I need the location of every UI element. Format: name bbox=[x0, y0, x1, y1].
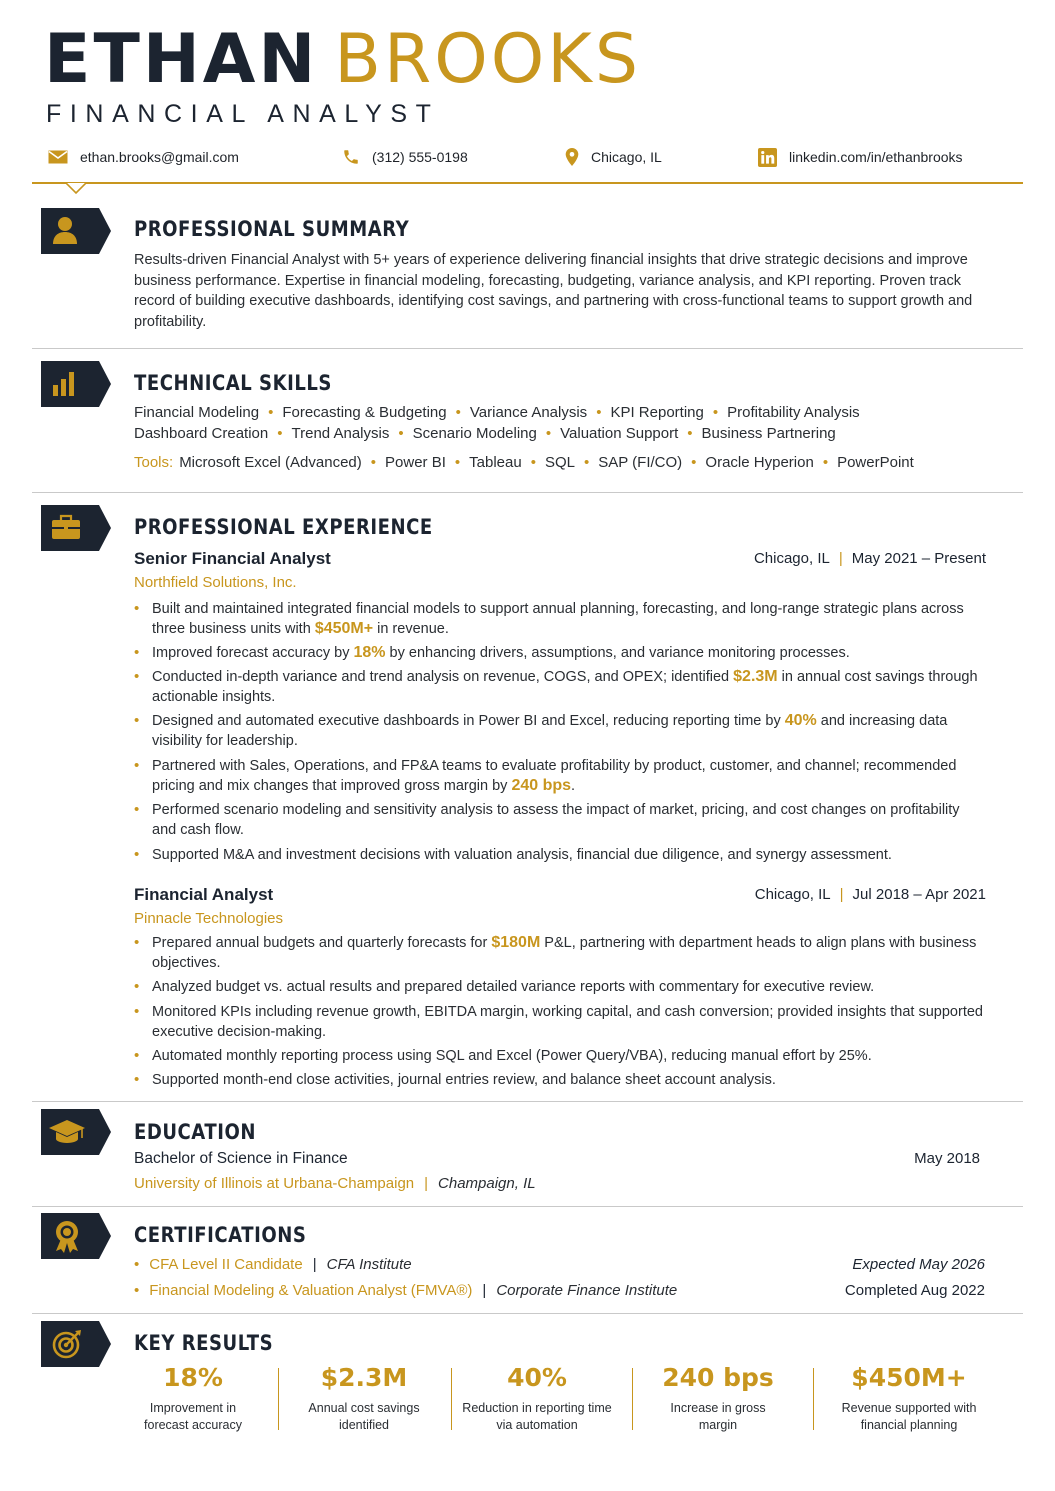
list-item: • Analyzed budget vs. actual results and prepared detailed variance reports with commentary for executive review. bbox=[134, 977, 984, 997]
job-title: Financial Analyst bbox=[134, 885, 274, 904]
user-icon bbox=[41, 208, 111, 254]
summary-text: Results-driven Financial Analyst with 5+ years of experience delivering financial insights that drive strategic decisions and improve business performance. Expertise in financial modeling, forecasting, budgeting, variance analysis, and KPI reporting. Proven track record of building executive dashboards, identifying cost savings, and partnering with cross-functional teams to support growth and profitability. bbox=[134, 252, 973, 330]
tools-label: Tools: bbox=[134, 454, 174, 471]
candidate-name bbox=[44, 22, 641, 98]
key-result-divider bbox=[632, 1368, 633, 1430]
job-bullet-list bbox=[134, 599, 984, 865]
certification-date: Completed Aug 2022 bbox=[844, 1282, 985, 1299]
envelope-icon bbox=[48, 150, 68, 164]
key-result-label: Increase in gross margin bbox=[670, 1401, 766, 1432]
section-divider bbox=[32, 1101, 1023, 1102]
briefcase-icon bbox=[41, 505, 111, 551]
certification-name: Financial Modeling & Valuation Analyst (FMVA®) bbox=[149, 1282, 473, 1299]
tool-item: Microsoft Excel (Advanced) bbox=[179, 454, 362, 471]
certification-date: Expected May 2026 bbox=[852, 1256, 985, 1273]
contact-location bbox=[565, 146, 662, 168]
job-location: Chicago, IL bbox=[754, 886, 831, 903]
job-meta: Chicago, IL | Jul 2018 – Apr 2021 bbox=[754, 886, 986, 903]
skills-row-1: Financial Modeling • Forecasting & Budgeting • Variance Analysis • KPI Reporting • Profitability Analysis bbox=[134, 404, 860, 421]
school-name: University of Illinois at Urbana-Champaign bbox=[134, 1175, 415, 1192]
summary-section-title: PROFESSIONAL SUMMARY bbox=[134, 217, 410, 241]
list-item: • Automated monthly reporting process using SQL and Excel (Power Query/VBA), reducing manual effort by 25%. bbox=[134, 1046, 984, 1066]
degree: Bachelor of Science in Finance bbox=[134, 1150, 348, 1167]
key-result-value: 18% bbox=[163, 1363, 223, 1392]
skill-item: Business Partnering bbox=[701, 425, 836, 442]
last-name: BROOKS bbox=[334, 20, 641, 99]
list-item: • Improved forecast accuracy by 18% by enhancing drivers, assumptions, and variance monitoring processes. bbox=[134, 643, 984, 663]
school-location: Champaign, IL bbox=[438, 1175, 536, 1192]
job-role-title: FINANCIAL ANALYST bbox=[46, 100, 440, 128]
tool-item: SAP (FI/CO) bbox=[598, 454, 683, 471]
company-name: Pinnacle Technologies bbox=[134, 910, 283, 927]
key-result-label: Improvement in forecast accuracy bbox=[144, 1401, 242, 1432]
key-result-divider bbox=[813, 1368, 814, 1430]
phone-icon bbox=[342, 148, 360, 166]
skill-item: Scenario Modeling bbox=[412, 425, 537, 442]
list-item: • Conducted in-depth variance and trend analysis on revenue, COGS, and OPEX; identified $2.3M in annual cost savings through actionable insights. bbox=[134, 667, 984, 707]
list-item: • Supported month-end close activities, journal entries review, and balance sheet account analysis. bbox=[134, 1070, 984, 1090]
certification-issuer: CFA Institute bbox=[326, 1256, 412, 1273]
target-icon bbox=[41, 1321, 111, 1367]
key-result-value: $450M+ bbox=[851, 1363, 967, 1392]
list-item: • Prepared annual budgets and quarterly forecasts for $180M P&L, partnering with department heads to align plans with business objectives. bbox=[134, 933, 984, 973]
list-item: • Designed and automated executive dashboards in Power BI and Excel, reducing reporting time by 40% and increasing data visibility for leadership. bbox=[134, 711, 984, 751]
skills-section-title: TECHNICAL SKILLS bbox=[134, 371, 332, 395]
skill-item: KPI Reporting bbox=[610, 404, 704, 421]
list-item: • Performed scenario modeling and sensitivity analysis to assess the impact of market, pricing, and cost changes on profitability and cash flow. bbox=[134, 800, 984, 840]
job-dates: Jul 2018 – Apr 2021 bbox=[852, 886, 986, 903]
key-results-section-title: KEY RESULTS bbox=[134, 1331, 274, 1355]
job-meta: Chicago, IL | May 2021 – Present bbox=[753, 550, 986, 567]
education-section-title: EDUCATION bbox=[134, 1120, 256, 1144]
skill-item: Profitability Analysis bbox=[727, 404, 860, 421]
job-location: Chicago, IL bbox=[753, 550, 830, 567]
contact-email[interactable] bbox=[48, 146, 239, 168]
key-result-divider bbox=[278, 1368, 279, 1430]
location-pin-icon bbox=[565, 148, 579, 166]
certifications-section-title: CERTIFICATIONS bbox=[134, 1223, 307, 1247]
key-result-value: 240 bps bbox=[662, 1363, 774, 1392]
section-divider bbox=[32, 492, 1023, 493]
certification-item: • Financial Modeling & Valuation Analyst (FMVA®) | Corporate Finance Institute bbox=[134, 1282, 678, 1299]
award-ribbon-icon bbox=[41, 1213, 111, 1259]
linkedin-icon bbox=[758, 148, 777, 167]
bar-chart-icon bbox=[41, 361, 111, 407]
tool-item: Tableau bbox=[469, 454, 522, 471]
skill-item: Variance Analysis bbox=[469, 404, 588, 421]
skill-item: Trend Analysis bbox=[291, 425, 390, 442]
certification-item: • CFA Level II Candidate | CFA Institute bbox=[134, 1256, 412, 1273]
list-item: • Partnered with Sales, Operations, and FP&A teams to evaluate profitability by product, customer, and channel; recommended pricing and mix changes that improved gross margin by 240 bps. bbox=[134, 756, 984, 796]
key-result-card bbox=[653, 1362, 783, 1434]
contact-linkedin[interactable] bbox=[758, 146, 963, 168]
tool-item: PowerPoint bbox=[837, 454, 914, 471]
key-result-value: $2.3M bbox=[320, 1363, 408, 1392]
email-text: ethan.brooks@gmail.com bbox=[80, 149, 239, 165]
job-bullet-list bbox=[134, 933, 984, 1090]
key-result-label: Reduction in reporting time via automation bbox=[462, 1401, 612, 1432]
list-item: • Built and maintained integrated financial models to support annual planning, forecasting, and long-range strategic plans across three business units with $450M+ in revenue. bbox=[134, 599, 984, 639]
location-text: Chicago, IL bbox=[591, 149, 662, 165]
key-result-card bbox=[298, 1362, 430, 1434]
school-line: University of Illinois at Urbana-Champaign | Champaign, IL bbox=[134, 1175, 536, 1192]
certification-name: CFA Level II Candidate bbox=[149, 1256, 303, 1273]
key-result-card bbox=[462, 1362, 612, 1434]
company-name: Northfield Solutions, Inc. bbox=[134, 574, 297, 591]
header-divider bbox=[32, 182, 1023, 184]
key-result-card bbox=[128, 1362, 258, 1434]
job-dates: May 2021 – Present bbox=[851, 550, 986, 567]
header-divider-notch bbox=[66, 183, 86, 195]
skill-item: Forecasting & Budgeting bbox=[282, 404, 447, 421]
skill-item: Valuation Support bbox=[560, 425, 679, 442]
tool-item: Power BI bbox=[385, 454, 446, 471]
list-item: • Supported M&A and investment decisions with valuation analysis, financial due diligence, and synergy assessment. bbox=[134, 845, 984, 865]
section-divider bbox=[32, 1313, 1023, 1314]
graduation-date: May 2018 bbox=[914, 1150, 980, 1167]
contact-phone[interactable] bbox=[342, 146, 468, 168]
first-name: ETHAN bbox=[44, 20, 319, 99]
skills-row-2: Dashboard Creation • Trend Analysis • Scenario Modeling • Valuation Support • Business Partnering bbox=[134, 425, 836, 442]
experience-section-title: PROFESSIONAL EXPERIENCE bbox=[134, 515, 433, 539]
key-result-value: 40% bbox=[507, 1363, 567, 1392]
linkedin-text: linkedin.com/in/ethanbrooks bbox=[789, 149, 963, 165]
graduation-cap-icon bbox=[41, 1109, 111, 1155]
key-result-divider bbox=[451, 1368, 452, 1430]
tool-item: Oracle Hyperion bbox=[705, 454, 814, 471]
skill-item: Financial Modeling bbox=[134, 404, 260, 421]
key-result-label: Revenue supported with financial planning bbox=[841, 1401, 977, 1432]
section-divider bbox=[32, 1206, 1023, 1207]
section-divider bbox=[32, 348, 1023, 349]
certification-issuer: Corporate Finance Institute bbox=[496, 1282, 678, 1299]
tools-row: Tools: Microsoft Excel (Advanced) • Power BI • Tableau • SQL • SAP (FI/CO) • Oracle Hyperion • PowerPoint bbox=[134, 454, 914, 471]
key-result-label: Annual cost savings identified bbox=[308, 1401, 420, 1432]
job-title: Senior Financial Analyst bbox=[134, 549, 331, 568]
skill-item: Dashboard Creation bbox=[134, 425, 269, 442]
tool-item: SQL bbox=[544, 454, 575, 471]
phone-text: (312) 555-0198 bbox=[372, 149, 468, 165]
key-result-card bbox=[831, 1362, 987, 1434]
list-item: • Monitored KPIs including revenue growth, EBITDA margin, working capital, and cash conversion; provided insights that supported executive decision-making. bbox=[134, 1002, 984, 1042]
